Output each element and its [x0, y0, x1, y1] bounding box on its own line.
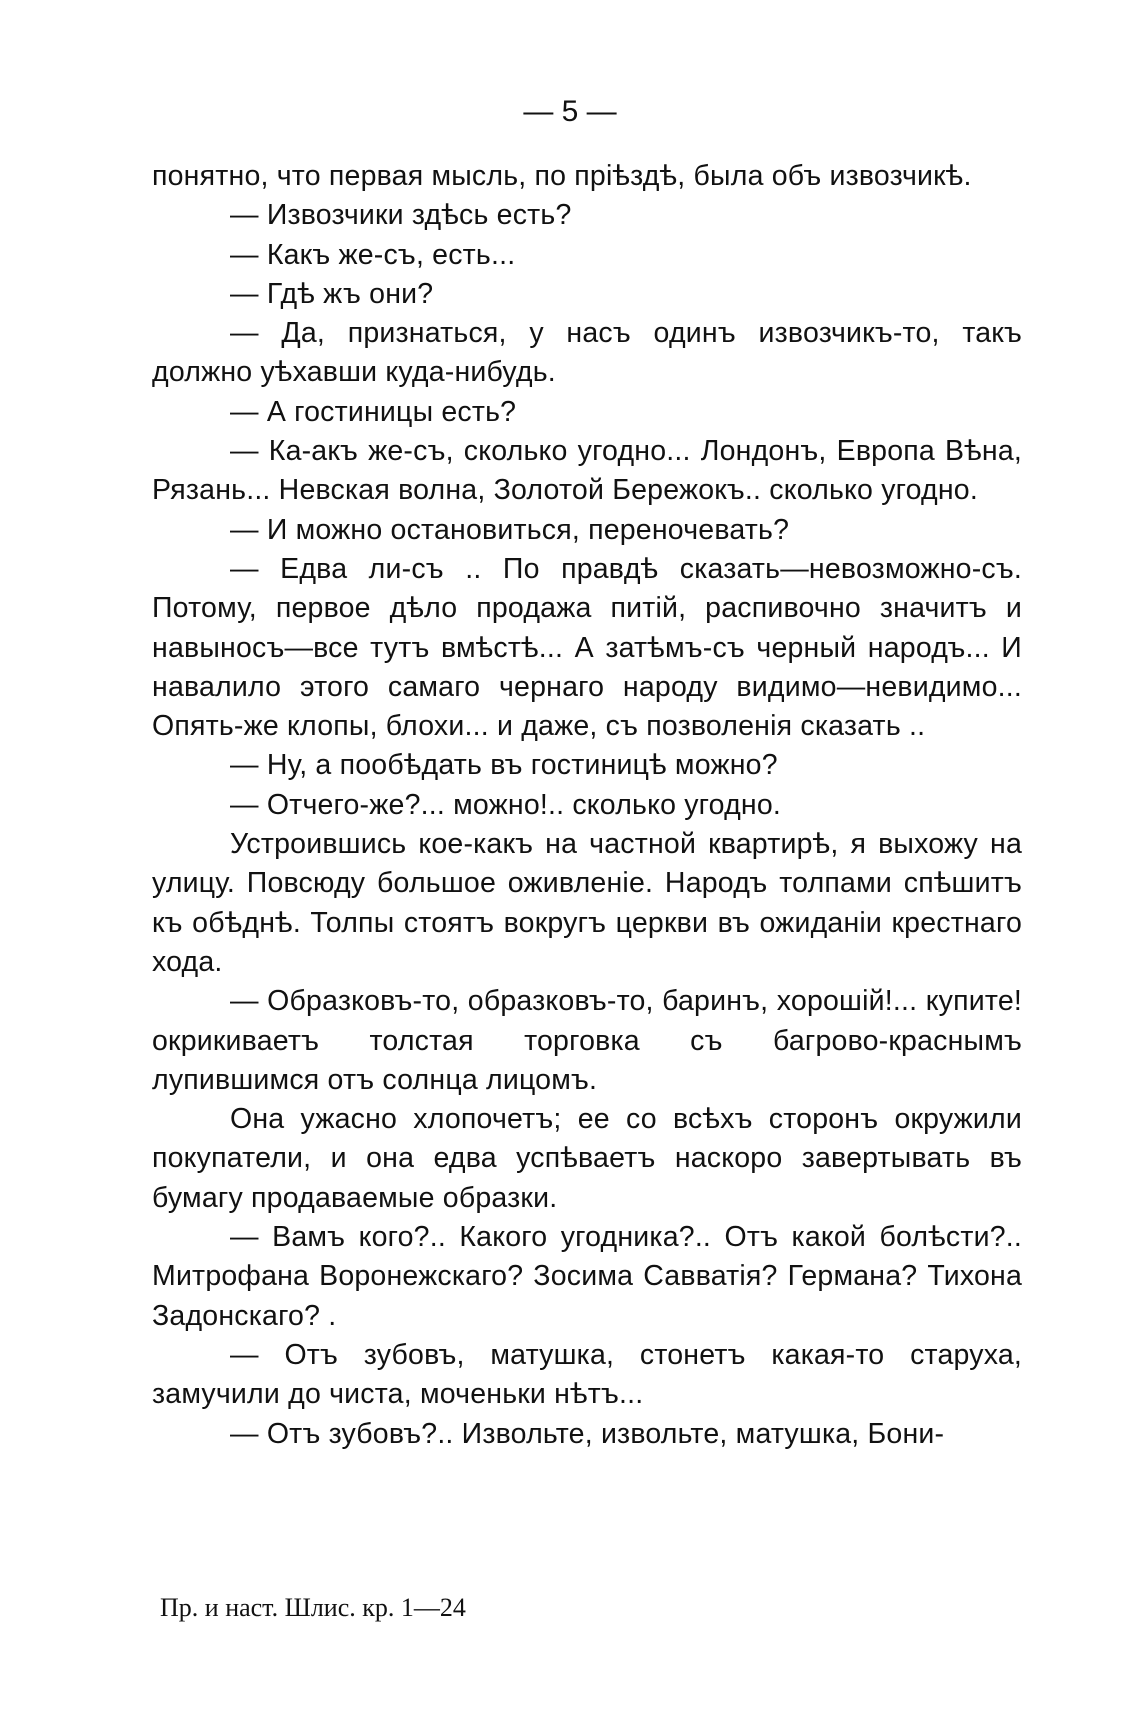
dialogue-line: — А гостиницы есть? — [230, 395, 517, 428]
footer-signature: Пр. и наст. Шлис. кр. 1—24 — [160, 1593, 466, 1622]
paragraph: Она ужасно хлопочетъ; ее со всѣхъ сторонъ окружили покупатели, и она едва успѣваетъ наскоро завертывать въ бумагу продаваемые образки. — [152, 1103, 1022, 1214]
dialogue-line: — Ка-акъ же-съ, сколько угодно... Лондонъ, Европа Вѣна, Рязань... Невская волна, Золотой Бережокъ.. сколько угодно. — [152, 435, 1022, 507]
dialogue-line: — Вамъ кого?.. Какого угодника?.. Отъ какой болѣсти?.. Митрофана Воронежскаго? Зосима Савватія? Германа? Тихона Задонскаго? . — [152, 1221, 1022, 1332]
body-text — [152, 157, 1022, 1454]
dialogue-line: — Отъ зубовъ?.. Извольте, извольте, матушка, Бони- — [230, 1417, 945, 1450]
dialogue-line: — Гдѣ жъ они? — [230, 277, 434, 310]
paragraph: Устроившись кое-какъ на частной квартирѣ, я выхожу на улицу. Повсюду большое оживленіе. Народъ толпами спѣшитъ къ обѣднѣ. Толпы стоятъ вокругъ церкви въ ожиданіи крестнаго хода. — [152, 828, 1022, 978]
dialogue-line: — Отчего-же?... можно!.. сколько угодно. — [230, 788, 782, 821]
dialogue-line: — И можно остановиться, переночевать? — [230, 513, 790, 546]
dialogue-line: — Отъ зубовъ, матушка, стонетъ какая-то старуха, замучили до чиста, моченьки нѣтъ... — [152, 1338, 1022, 1411]
dialogue-line: — Извозчики здѣсь есть? — [230, 199, 572, 232]
dialogue-line: — Какъ же-съ, есть... — [230, 238, 516, 271]
page-number: — 5 — — [523, 95, 617, 128]
dialogue-line: — Да, признаться, у насъ одинъ извозчикъ-то, такъ должно уѣхавши куда-нибудь. — [152, 317, 1022, 389]
dialogue-line: — Ну, а пообѣдать въ гостиницѣ можно? — [230, 749, 778, 782]
dialogue-line: — Образковъ-то, образковъ-то, баринъ, хорошій!... купите! окрикиваетъ толстая торговка съ багрово-краснымъ лупившимся отъ солнца лицомъ. — [152, 985, 1022, 1096]
dialogue-line: — Едва ли-съ .. По правдѣ сказать—невозможно-съ. Потому, первое дѣло продажа питій, распивочно значитъ и навыносъ—все тутъ вмѣстѣ... А затѣмъ-съ черный народъ... И навалило этого самаго чернаго народу видимо—невидимо... Опять-же клопы, блохи... и даже, съ позволенія сказать .. — [152, 552, 1022, 743]
paragraph: понятно, что первая мысль, по пріѣздѣ, была объ извозчикѣ. — [152, 160, 972, 192]
